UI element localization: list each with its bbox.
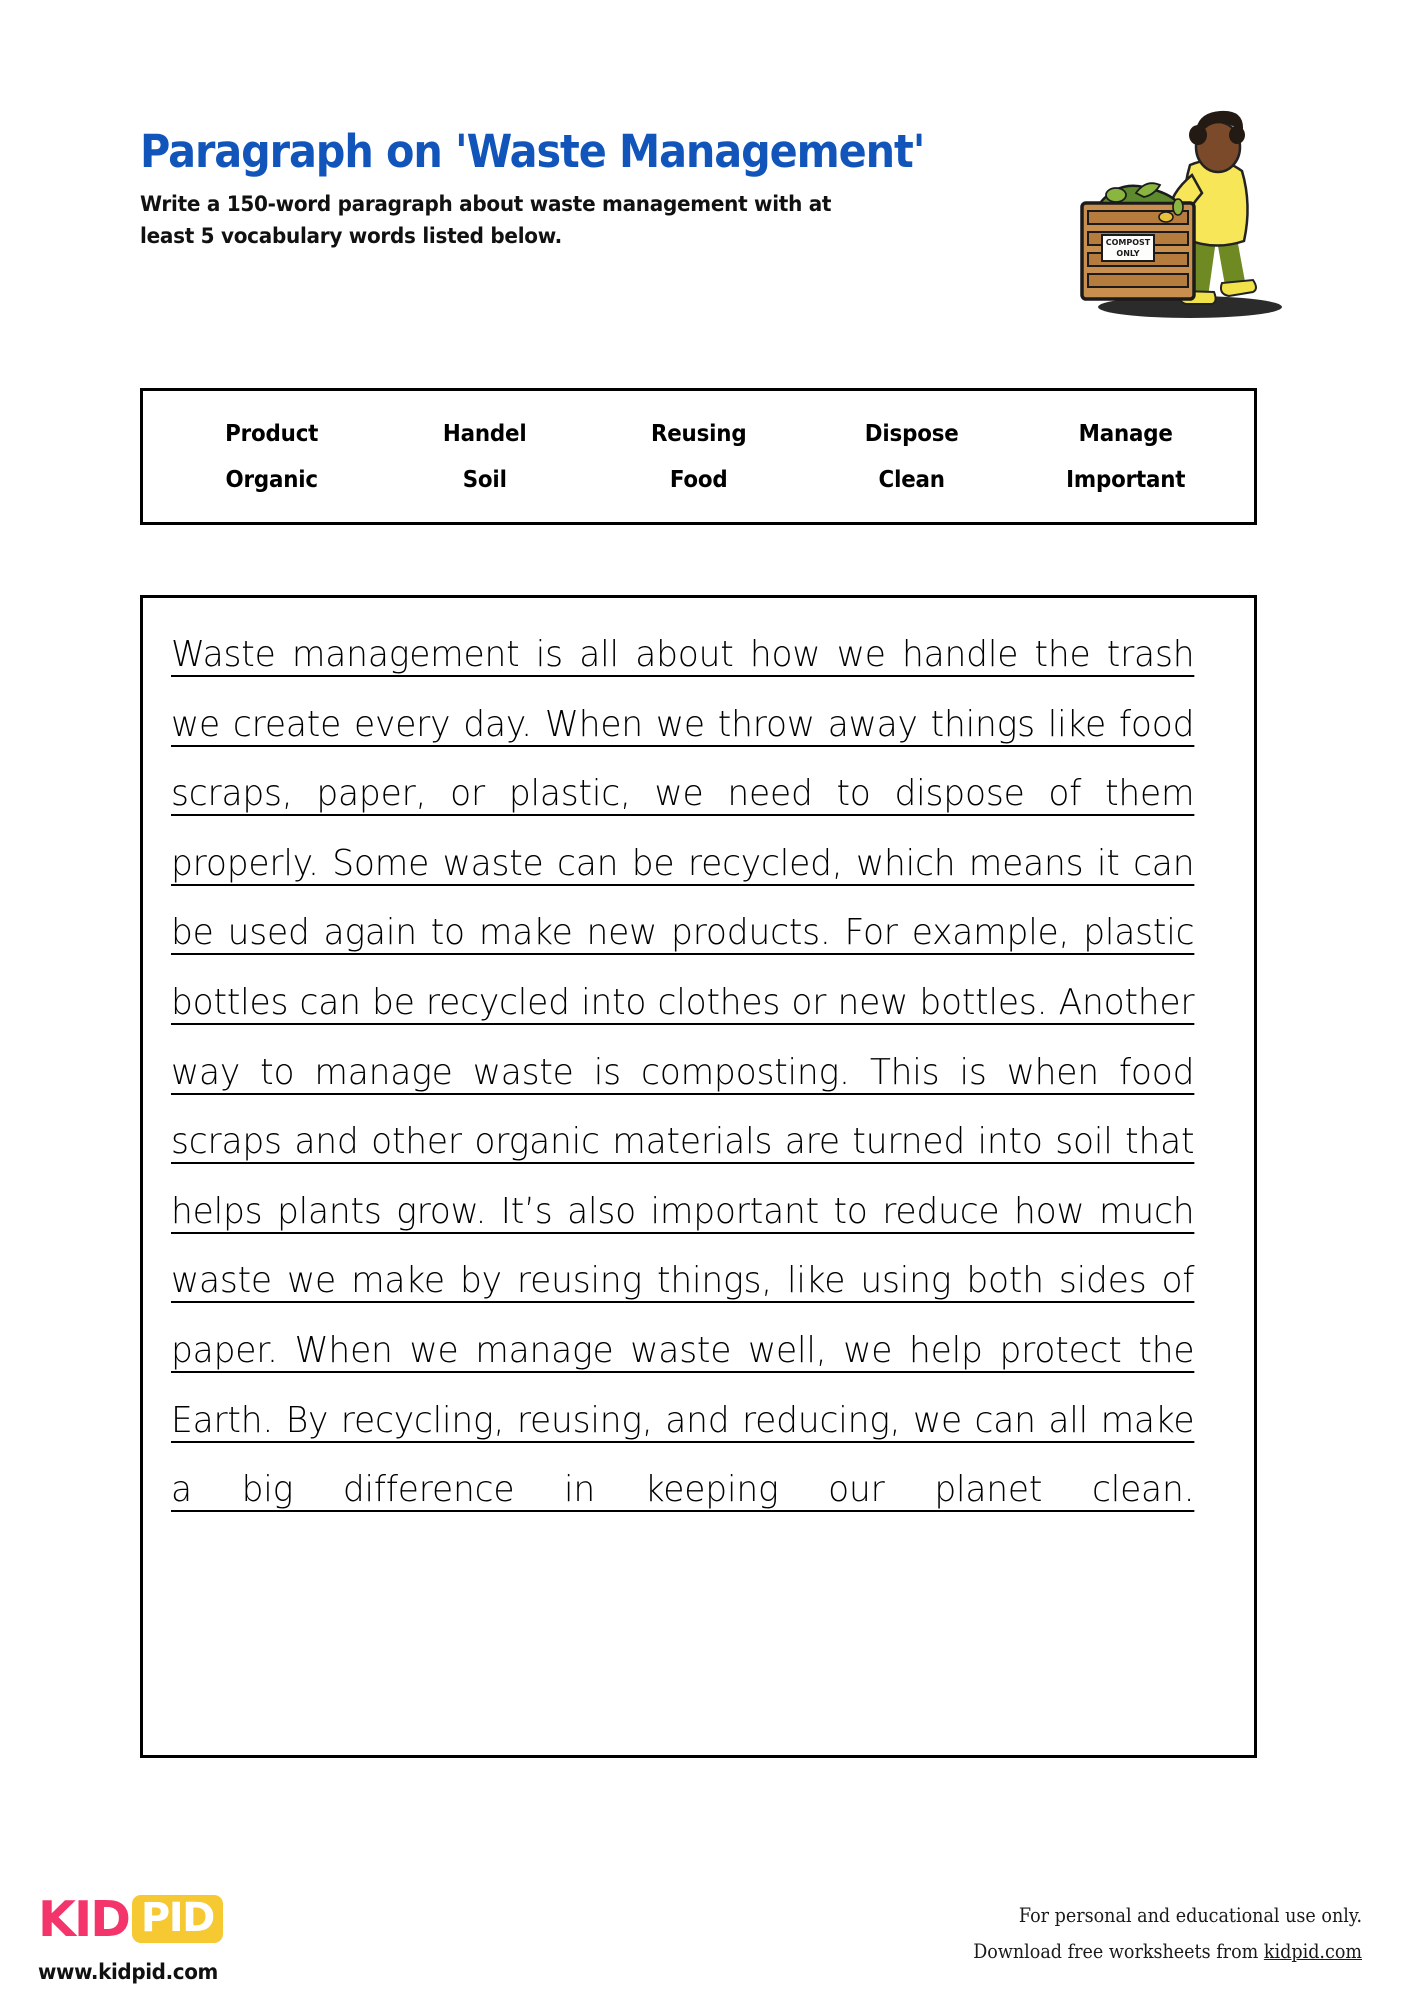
svg-text:COMPOST: COMPOST	[1105, 238, 1151, 247]
vocabulary-word: Product	[225, 420, 319, 447]
child-composting-illustration	[1040, 95, 1300, 325]
instruction-line-1: Write a 150-word paragraph about waste management with at	[140, 192, 832, 218]
vocabulary-word: Handel	[443, 420, 527, 447]
footer-note-line-2	[973, 1934, 1362, 1970]
svg-text:ONLY: ONLY	[1116, 249, 1140, 258]
logo-mark	[38, 1888, 227, 1950]
answer-paragraph-text: Waste management is all about how we handle the trash we create every day. When we throw away things like food scraps, paper, or plastic, we need to dispose of them properly. Some waste can be recycled, which means it can be used again to make new products. For example, plastic bottles can be recycled into clothes or new bottles. Another way to manage waste is composting. This is when food scraps and other organic materials are turned into soil that helps plants grow. It’s also important to reduce how much waste we make by reusing things, like using both sides of paper. When we manage waste well, we help protect the Earth. By recycling, reusing, and reducing, we can all make a big difference in keeping our planet clean.	[171, 634, 1195, 1511]
vocabulary-word: Dispose	[865, 420, 959, 447]
page-title: Paragraph on 'Waste Management'	[140, 125, 925, 178]
vocabulary-word: Organic	[225, 466, 318, 493]
vocabulary-row	[143, 467, 1254, 493]
page-footer	[0, 1880, 1414, 2000]
kidpid-link[interactable]: kidpid.com	[1263, 1940, 1362, 1964]
vocabulary-word: Food	[669, 466, 728, 493]
logo-kid-text: KID	[38, 1890, 129, 1948]
instruction-line-2: least 5 vocabulary words listed below.	[140, 224, 562, 250]
footer-note-prefix: Download free worksheets from	[973, 1940, 1264, 1964]
vocabulary-word: Soil	[463, 466, 508, 493]
logo-website-url: www.kidpid.com	[38, 1960, 218, 1984]
vocabulary-word: Important	[1065, 466, 1185, 493]
vocabulary-word: Reusing	[650, 420, 747, 447]
worksheet-header	[140, 125, 1040, 253]
kidpid-logo	[38, 1888, 227, 1984]
logo-pid-text: PID	[140, 1895, 214, 1941]
vocabulary-row	[143, 421, 1254, 447]
footer-note-line-1: For personal and educational use only.	[1018, 1904, 1362, 1927]
vocabulary-word-bank	[140, 388, 1257, 525]
vocabulary-word: Clean	[878, 466, 946, 493]
logo-pid-badge	[132, 1895, 223, 1943]
instruction-text	[140, 189, 847, 253]
vocabulary-word: Manage	[1078, 420, 1173, 447]
answer-writing-area[interactable]	[140, 595, 1257, 1758]
footer-usage-notes	[973, 1898, 1362, 1970]
